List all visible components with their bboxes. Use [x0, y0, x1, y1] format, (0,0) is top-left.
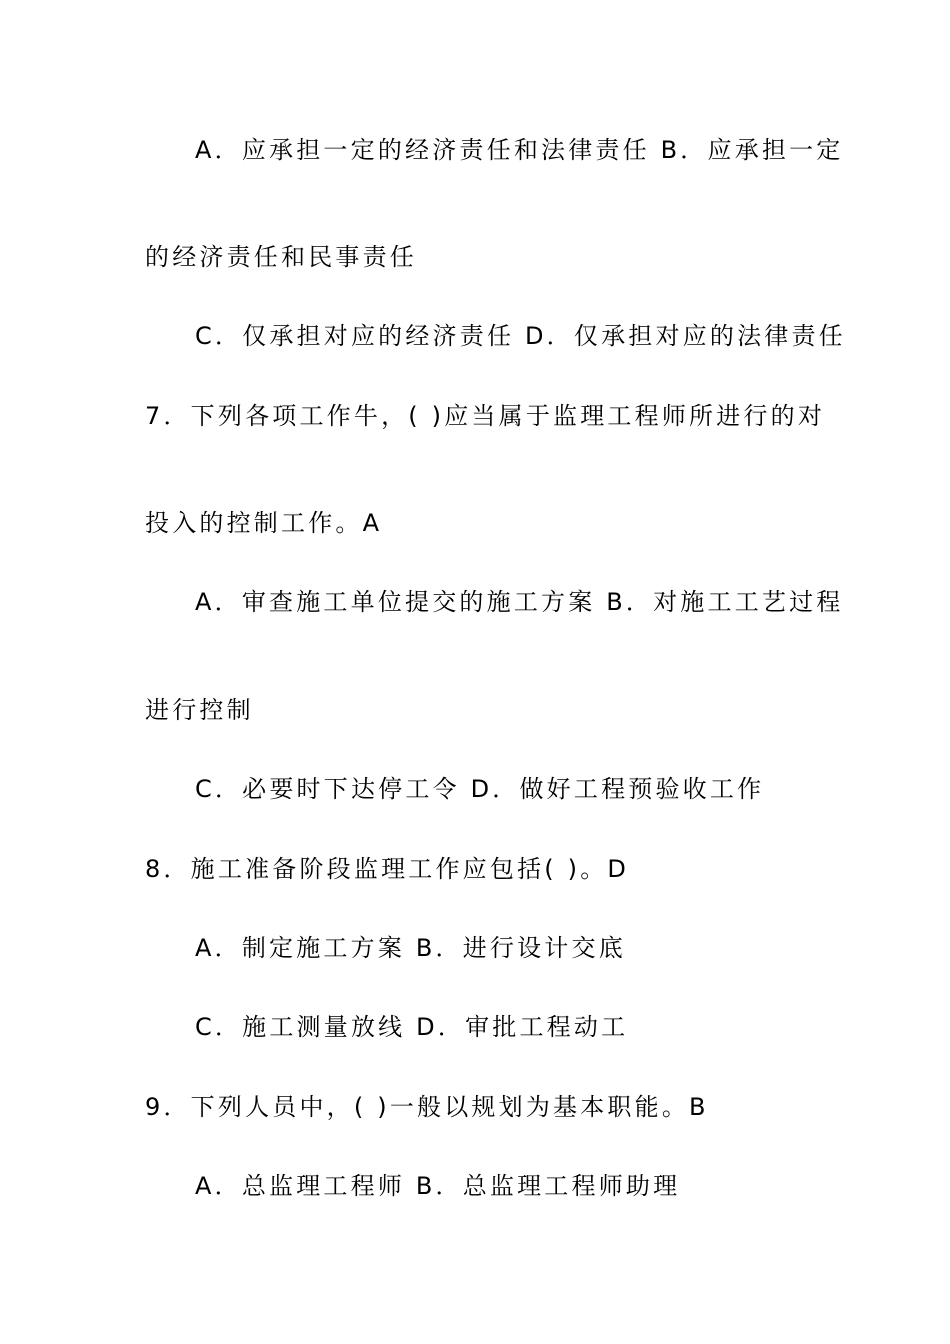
q7-question-line1: 7．下列各项工作牛，( )应当属于监理工程师所进行的对: [145, 402, 826, 430]
q8-options-ab: A．制定施工方案 B．进行设计交底: [195, 934, 626, 962]
q9-question: 9．下列人员中，( )一般以规划为基本职能。B: [145, 1093, 709, 1121]
q8-options-cd: C．施工测量放线 D．审批工程动工: [195, 1013, 629, 1041]
q8-question: 8．施工准备阶段监理工作应包括( )。D: [145, 855, 630, 883]
q7-options-ab-line2: 进行控制: [145, 696, 254, 724]
q6-options-ab-line2: 的经济责任和民事责任: [145, 243, 417, 271]
q9-options-ab: A．总监理工程师 B．总监理工程师助理: [195, 1172, 681, 1200]
q7-options-ab-line1: A．审查施工单位提交的施工方案 B．对施工工艺过程: [195, 588, 844, 616]
q6-options-ab-line1: A．应承担一定的经济责任和法律责任 B．应承担一定: [195, 136, 844, 164]
q6-options-cd: C．仅承担对应的经济责任 D．仅承担对应的法律责任: [195, 322, 846, 350]
q7-options-cd: C．必要时下达停工令 D．做好工程预验收工作: [195, 775, 765, 803]
q7-question-line2: 投入的控制工作。A: [145, 509, 383, 537]
